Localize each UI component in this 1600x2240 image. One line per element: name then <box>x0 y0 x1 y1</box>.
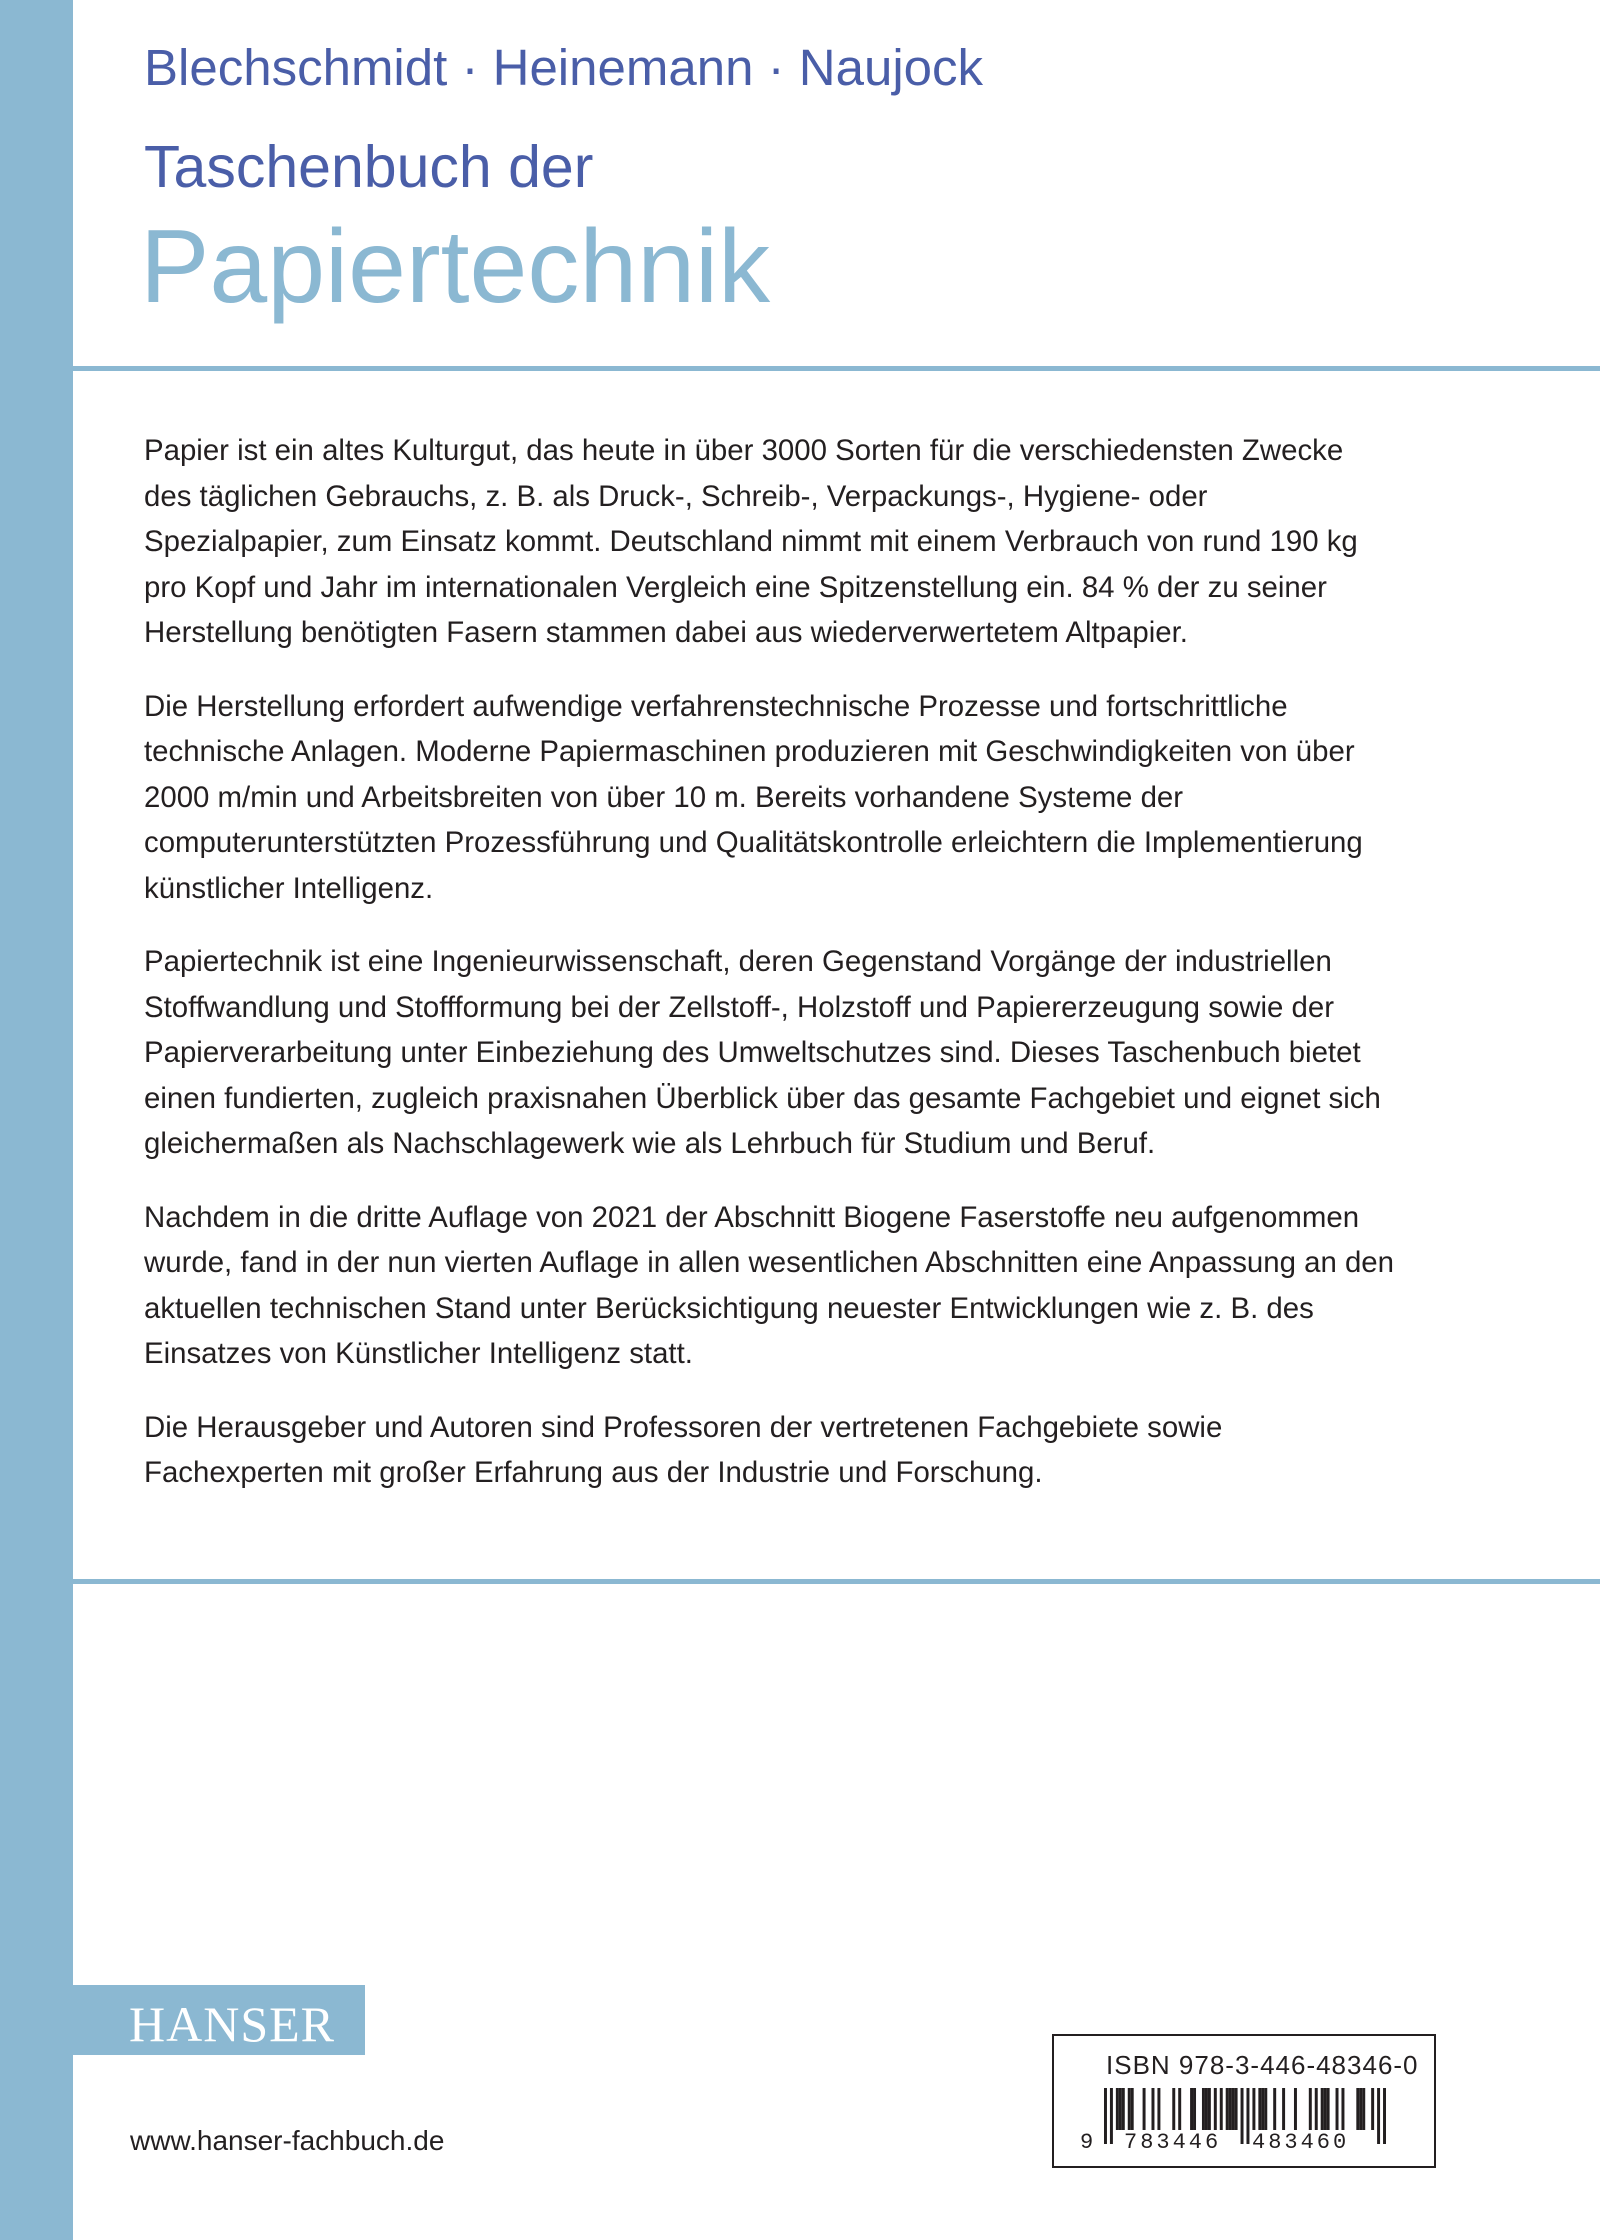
barcode-bar <box>1324 2088 1327 2130</box>
barcode-bar <box>1151 2088 1154 2130</box>
barcode-bar <box>1128 2088 1131 2130</box>
barcode-bar <box>1327 2088 1330 2130</box>
barcode-bar <box>1104 2088 1107 2144</box>
blurb-paragraph-2: Die Herstellung erfordert aufwendige verfahrenstechnische Prozesse und fortschrittliche technische Anlagen. Moderne Papiermaschinen produzieren mit Geschwindigkeiten von über 2000 m/min und Arbeitsbreiten von über 10 m. Bereits vorhandene Systeme der computerunterstützten Prozessführung und Qualitätskontrolle erleichtern die Implementierung künstlicher Intelligenz. <box>144 689 1363 905</box>
barcode-bar <box>1116 2088 1119 2130</box>
barcode-bar <box>1193 2088 1196 2130</box>
barcode-bar <box>1261 2088 1264 2130</box>
barcode-bar <box>1205 2088 1208 2130</box>
barcode-bar <box>1383 2088 1386 2144</box>
barcode-bar <box>1258 2088 1261 2130</box>
blurb-text <box>144 428 1394 1524</box>
barcode-bar <box>1309 2088 1312 2130</box>
barcode-bar <box>1264 2088 1267 2130</box>
barcode-bar <box>1110 2088 1113 2144</box>
authors-line: Blechschmidt · Heinemann · Naujock <box>144 39 984 96</box>
barcode-bar <box>1143 2088 1146 2130</box>
title-line-2: Papiertechnik <box>140 209 771 325</box>
bottom-divider <box>73 1579 1600 1584</box>
barcode-digit-first: 9 <box>1080 2130 1097 2155</box>
barcode-digits-left: 783446 <box>1124 2130 1222 2155</box>
barcode-bar <box>1341 2088 1344 2130</box>
barcode-bar <box>1172 2088 1175 2130</box>
publisher-website: www.hanser-fachbuch.de <box>130 2125 445 2156</box>
isbn-barcode <box>1052 2034 1436 2168</box>
barcode-bar <box>1362 2088 1365 2130</box>
barcode-bar <box>1315 2088 1318 2130</box>
barcode-bar <box>1226 2088 1229 2130</box>
barcode-bar <box>1377 2088 1380 2144</box>
title-line-1: Taschenbuch der <box>144 134 594 200</box>
barcode-bar <box>1122 2088 1125 2130</box>
barcode-bar <box>1119 2088 1122 2130</box>
barcode-bar <box>1294 2088 1297 2130</box>
barcode-bar <box>1235 2088 1238 2130</box>
barcode-bar <box>1252 2088 1255 2130</box>
blurb-paragraph-4: Nachdem in die dritte Auflage von 2021 der Abschnitt Biogene Faserstoffe neu aufgenommen wurde, fand in der nun vierten Auflage in allen wesentlichen Abschnitten eine Anpassung an den aktuellen technischen Stand unter Berücksichtigung neuester Entwicklungen wie z. B. des Einsatzes von Künstlicher Intelligenz statt. <box>144 1200 1394 1370</box>
barcode-bar <box>1190 2088 1193 2130</box>
barcode-bar <box>1214 2088 1217 2130</box>
barcode-bar <box>1359 2088 1362 2130</box>
barcode-bar <box>1241 2088 1244 2144</box>
barcode-bar <box>1336 2088 1339 2130</box>
barcode-digits-right: 483460 <box>1252 2130 1350 2155</box>
barcode-bar <box>1282 2088 1285 2130</box>
barcode-bar <box>1321 2088 1324 2130</box>
barcode-bar <box>1229 2088 1232 2130</box>
barcode-bar <box>1202 2088 1205 2130</box>
barcode-bar <box>1157 2088 1160 2130</box>
top-divider <box>73 366 1600 371</box>
barcode-bar <box>1220 2088 1223 2130</box>
barcode-bar <box>1232 2088 1235 2130</box>
blurb-paragraph-1: Papier ist ein altes Kulturgut, das heute in über 3000 Sorten für die verschiedensten Zwecke des täglichen Gebrauchs, z. B. als Druck-, Schreib-, Verpackungs-, Hygiene- oder Spezialpapier, zum Einsatz kommt. Deutschland nimmt mit einem Verbrauch von rund 190 kg pro Kopf und Jahr im internationalen Vergleich eine Spitzenstellung ein. 84 % der zu seiner Herstellung benötigten Fasern stammen dabei aus wiederverwertetem Altpapier. <box>144 434 1358 649</box>
barcode-bar <box>1131 2088 1134 2130</box>
publisher-logo <box>73 1985 365 2055</box>
barcode-bar <box>1178 2088 1181 2130</box>
barcode-bar <box>1246 2088 1249 2144</box>
isbn-label: ISBN 978-3-446-48346-0 <box>1106 2050 1419 2080</box>
barcode-bar <box>1208 2088 1211 2130</box>
barcode-bar <box>1273 2088 1276 2130</box>
side-color-bar <box>0 0 73 2240</box>
barcode-bar <box>1356 2088 1359 2130</box>
blurb-paragraph-5: Die Herausgeber und Autoren sind Professoren der vertretenen Fachgebiete sowie Fachexperten mit großer Erfahrung aus der Industrie und Forschung. <box>144 1410 1223 1489</box>
blurb-paragraph-3: Papiertechnik ist eine Ingenieurwissenschaft, deren Gegenstand Vorgänge der industriellen Stoffwandlung und Stoffformung bei der Zellstoff-, Holzstoff und Papiererzeugung sowie der Papierverarbeitung unter Einbeziehung des Umweltschutzes sind. Dieses Taschenbuch bietet einen fundierten, zugleich praxisnahen Überblick über das gesamte Fachgebiet und eignet sich gleichermaßen als Nachschlagewerk wie als Lehrbuch für Studium und Beruf. <box>144 945 1381 1160</box>
barcode-bar <box>1371 2088 1374 2130</box>
publisher-logo-text: HANSER <box>129 1996 336 2052</box>
